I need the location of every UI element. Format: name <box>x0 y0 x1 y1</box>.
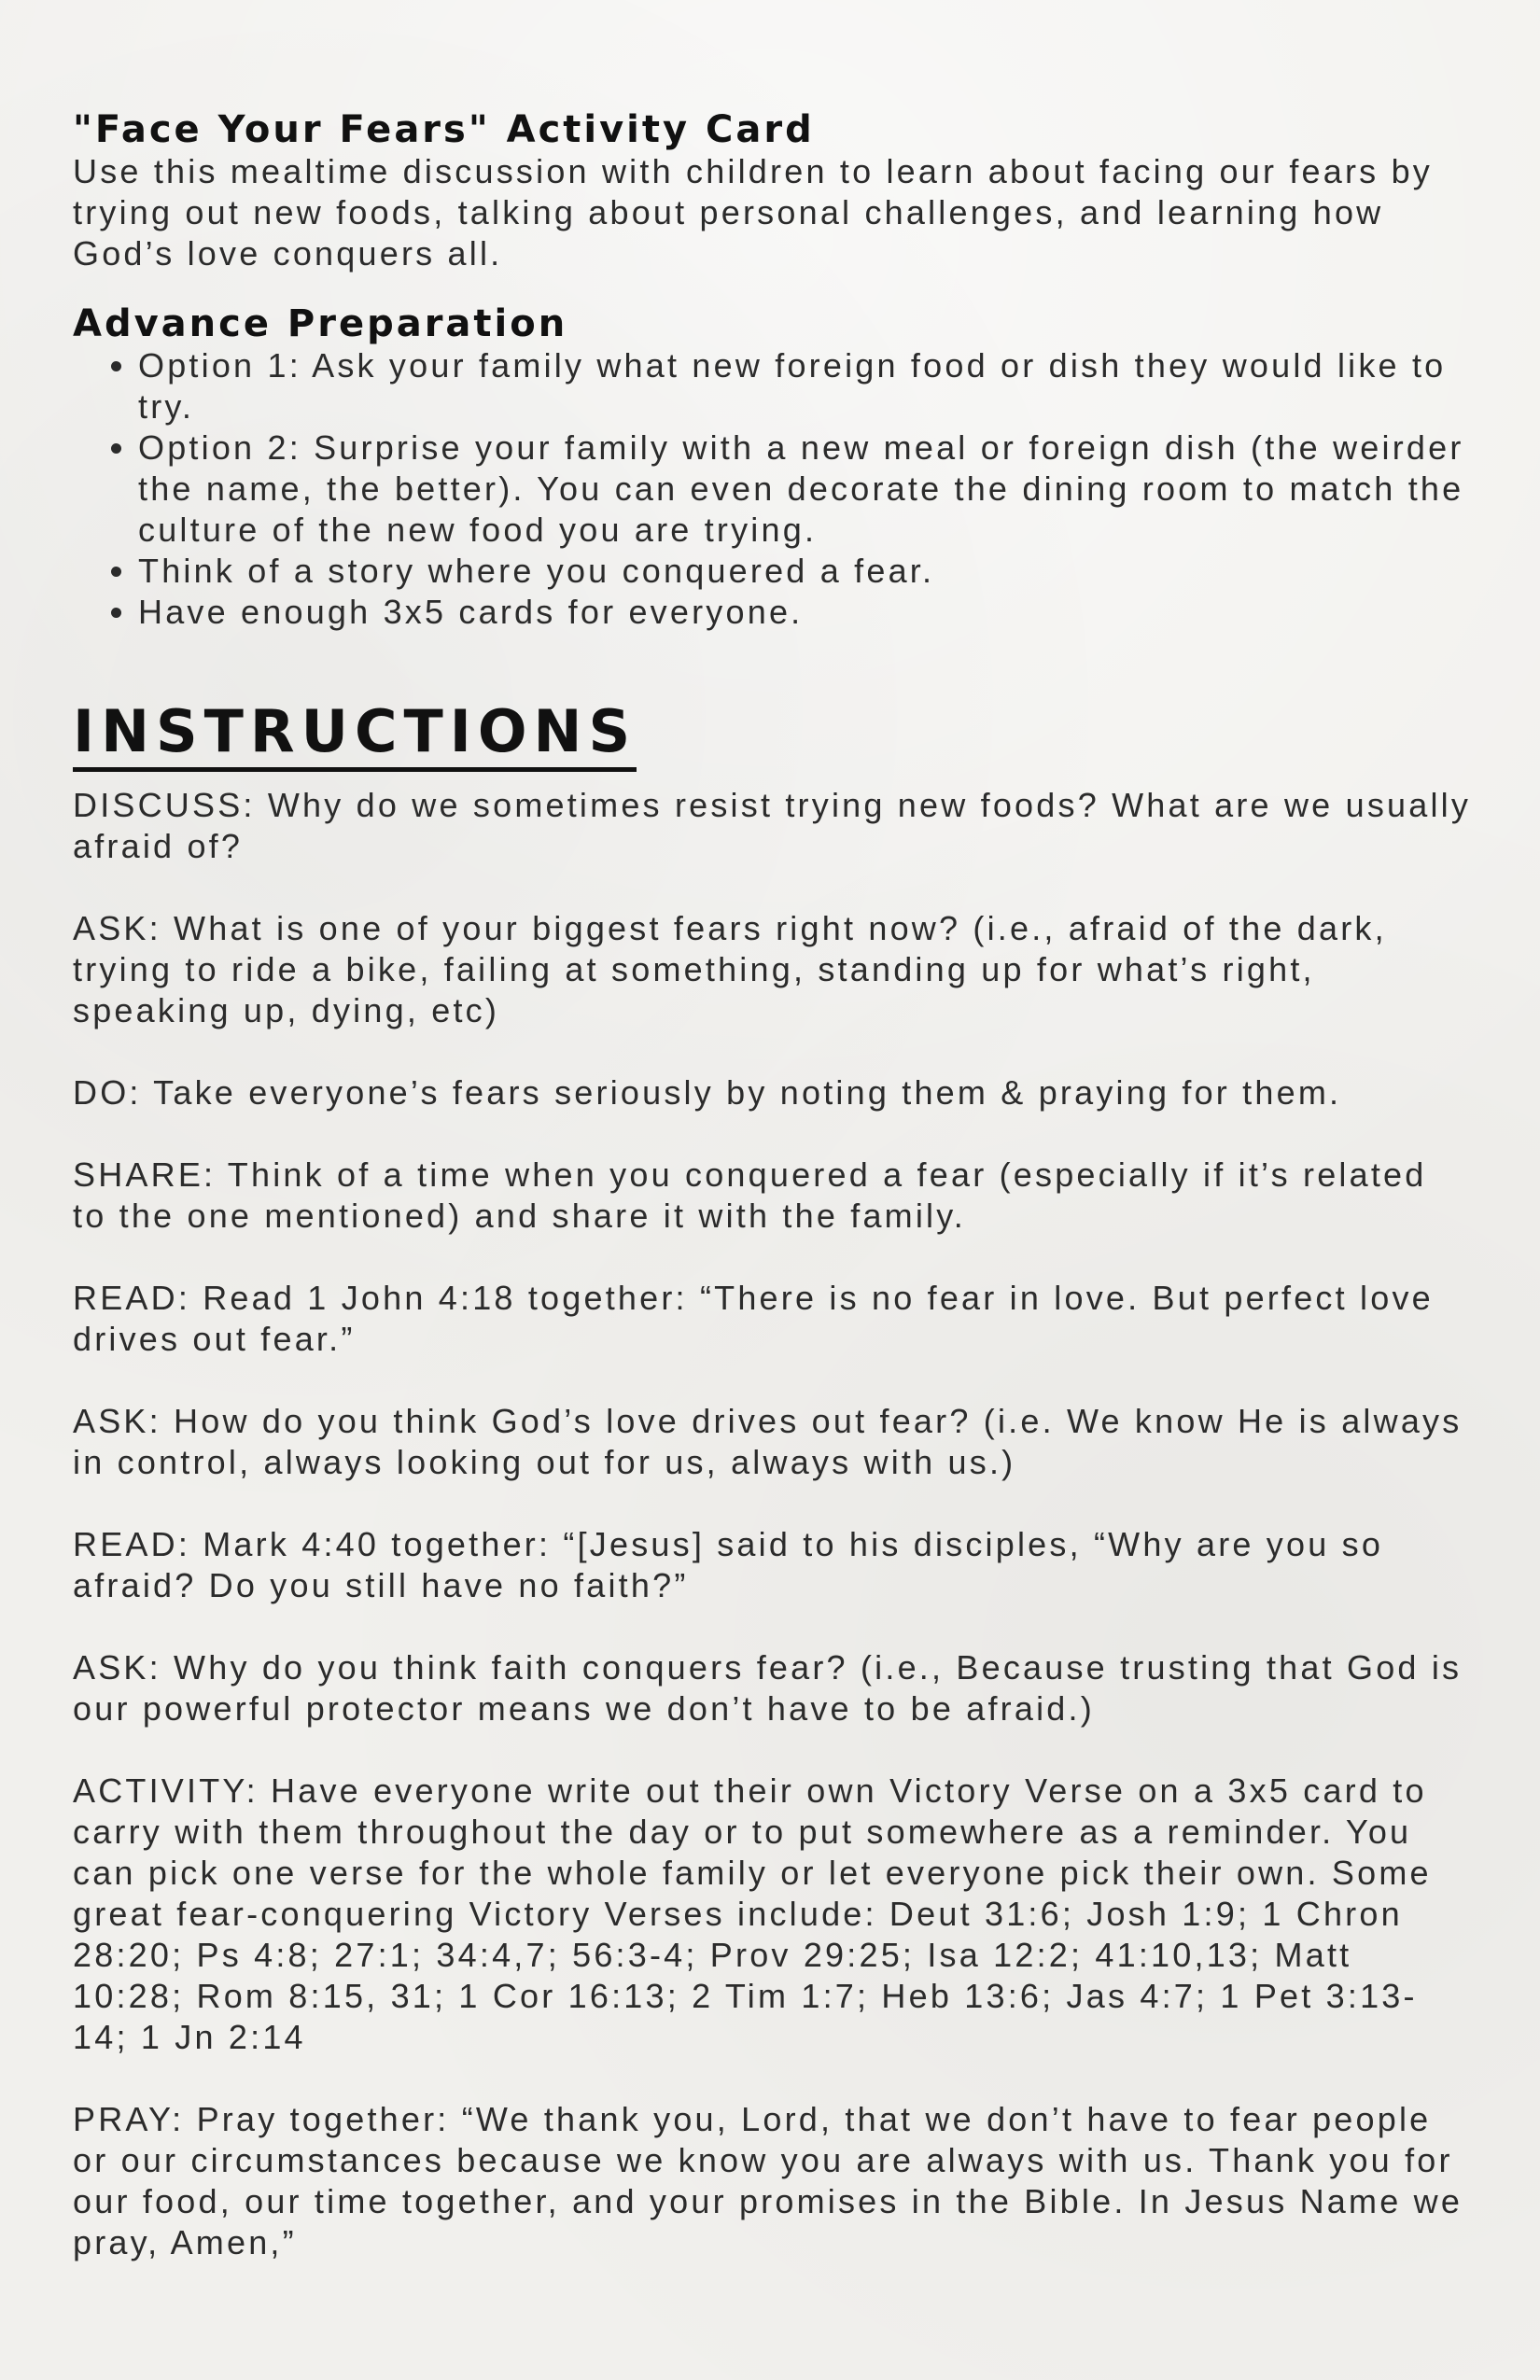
prep-item: • Have enough 3x5 cards for everyone. <box>138 592 1473 633</box>
instructions-list <box>73 785 1473 2263</box>
instructions-title: INSTRUCTIONS <box>73 698 637 772</box>
prep-item: • Option 2: Surprise your family with a new meal or foreign dish (the weirder the name, the better). You can even decorate the dining room to match the culture of the new food you are trying. <box>138 427 1473 551</box>
card-intro: Use this mealtime discussion with children to learn about facing our fears by trying out new foods, talking about personal challenges, and learning how God’s love conquers all. <box>73 152 1433 273</box>
step-pray: PRAY: Pray together: “We thank you, Lord, that we don’t have to fear people or our circumstances because we know you are always with us. Thank you for our food, our time together, and your promises in the Bible. In Jesus Name we pray, Amen,” <box>73 2100 1463 2261</box>
step-discuss: DISCUSS: Why do we sometimes resist trying new foods? What are we usually afraid of? <box>73 786 1472 865</box>
prep-item: • Option 1: Ask your family what new foreign food or dish they would like to try. <box>138 345 1473 427</box>
step-read-1john: READ: Read 1 John 4:18 together: “There is no fear in love. But perfect love drives out fear.” <box>73 1279 1434 1358</box>
advance-preparation-title: Advance Preparation <box>73 302 568 345</box>
card-title: "Face Your Fears" Activity Card <box>73 108 815 151</box>
step-ask-fears: ASK: What is one of your biggest fears right now? (i.e., afraid of the dark, trying to ride a bike, failing at something, standing up for what’s right, speaking up, dying, etc) <box>73 909 1387 1029</box>
step-ask-faith: ASK: Why do you think faith conquers fear? (i.e., Because trusting that God is our powerful protector means we don’t have to be afraid.) <box>73 1648 1463 1728</box>
advance-preparation-list <box>73 345 1473 633</box>
prep-item: • Think of a story where you conquered a fear. <box>138 551 1473 592</box>
step-do: DO: Take everyone’s fears seriously by noting them & praying for them. <box>73 1073 1342 1112</box>
step-ask-love: ASK: How do you think God’s love drives out fear? (i.e. We know He is always in control, always looking out for us, always with us.) <box>73 1402 1463 1481</box>
activity-card <box>73 108 1473 2304</box>
step-read-mark: READ: Mark 4:40 together: “[Jesus] said to his disciples, “Why are you so afraid? Do you still have no faith?” <box>73 1525 1384 1604</box>
step-activity: ACTIVITY: Have everyone write out their own Victory Verse on a 3x5 card to carry with them throughout the day or to put somewhere as a reminder. You can pick one verse for the whole family or let everyone pick their own. Some great fear-conquering Victory Verses include: Deut 31:6; Josh 1:9; 1 Chron 28:20; Ps 4:8; 27:1; 34:4,7; 56:3-4; Prov 29:25; Isa 12:2; 41:10,13; Matt 10:28; Rom 8:15, 31; 1 Cor 16:13; 2 Tim 1:7; Heb 13:6; Jas 4:7; 1 Pet 3:13-14; 1 Jn 2:14 <box>73 1771 1432 2056</box>
step-share: SHARE: Think of a time when you conquered a fear (especially if it’s related to the one mentioned) and share it with the family. <box>73 1155 1427 1235</box>
